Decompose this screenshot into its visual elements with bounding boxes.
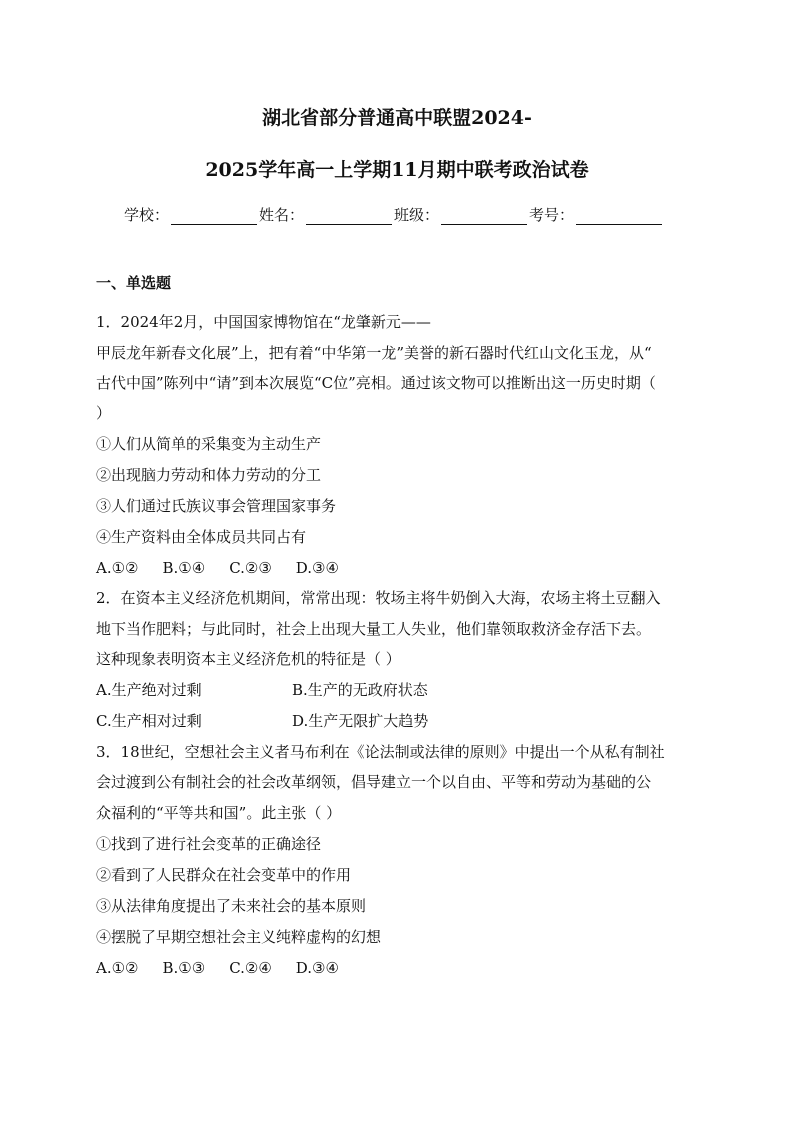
q1-option-a: A.①② xyxy=(96,559,139,577)
class-label: 班级： xyxy=(394,206,440,224)
q1-statement-3: ③人们通过氏族议事会管理国家事务 xyxy=(96,497,337,515)
number-blank xyxy=(576,210,662,225)
q1-stem-line2: 甲辰龙年新春文化展”上，把有着“中华第一龙”美誉的新石器时代红山文化玉龙，从“ xyxy=(96,344,652,362)
q1-statement-4: ④生产资料由全体成员共同占有 xyxy=(96,528,307,546)
q2-stem-line3: 这种现象表明资本主义经济危机的特征是（ ） xyxy=(96,650,401,668)
q3-options xyxy=(96,958,363,978)
q3-stem-line2: 会过渡到公有制社会的社会改革纲领，倡导建立一个以自由、平等和劳动为基础的公 xyxy=(96,773,652,791)
q2-stem-line1: 2．在资本主义经济危机期间，常常出现：牧场主将牛奶倒入大海，农场主将土豆翻入 xyxy=(96,589,661,607)
q3-statement-3: ③从法律角度提出了未来社会的基本原则 xyxy=(96,897,367,915)
q2-options-row1 xyxy=(96,680,428,700)
exam-title-line2: 2025学年高一上学期11月期中联考政治试卷 xyxy=(205,159,589,181)
q2-option-b: B.生产的无政府状态 xyxy=(292,681,428,699)
q2-option-a: A.生产绝对过剩 xyxy=(96,681,202,699)
section-title: 一、单选题 xyxy=(96,274,172,292)
q3-stem-line1: 3．18世纪，空想社会主义者马布利在《论法制或法律的原则》中提出一个从私有制社 xyxy=(96,743,665,761)
q2-options-row2 xyxy=(96,711,428,731)
name-label: 姓名： xyxy=(259,206,305,224)
q1-option-b: B.①④ xyxy=(162,559,206,577)
q3-option-b: B.①③ xyxy=(162,959,206,977)
q3-option-a: A.①② xyxy=(96,959,139,977)
number-label: 考号： xyxy=(529,206,575,224)
q3-option-c: C.②④ xyxy=(229,959,272,977)
q1-stem-line4: ） xyxy=(96,404,112,422)
exam-title-line1: 湖北省部分普通高中联盟2024- xyxy=(262,107,532,129)
school-label: 学校： xyxy=(124,206,170,224)
q3-option-d: D.③④ xyxy=(295,959,339,977)
class-blank xyxy=(441,210,527,225)
q1-statement-1: ①人们从简单的采集变为主动生产 xyxy=(96,435,322,453)
q1-statement-2: ②出现脑力劳动和体力劳动的分工 xyxy=(96,466,322,484)
q2-stem-line2: 地下当作肥料；与此同时，社会上出现大量工人失业，他们靠领取救济金存活下去。 xyxy=(96,620,652,638)
q1-stem-line3: 古代中国”陈列中“请”到本次展览“C位”亮相。通过该文物可以推断出这一历史时期（ xyxy=(96,374,656,392)
q3-stem-line3: 众福利的“平等共和国”。此主张（ ） xyxy=(96,804,342,822)
q1-option-c: C.②③ xyxy=(229,559,272,577)
q1-option-d: D.③④ xyxy=(295,559,339,577)
q3-statement-1: ①找到了进行社会变革的正确途径 xyxy=(96,835,322,853)
q1-stem-line1: 1．2024年2月，中国国家博物馆在“龙肇新元—— xyxy=(96,313,431,331)
q2-option-d: D.生产无限扩大趋势 xyxy=(292,712,429,730)
q1-options xyxy=(96,558,363,578)
student-info-line xyxy=(124,204,664,225)
q2-option-c: C.生产相对过剩 xyxy=(96,712,202,730)
school-blank xyxy=(171,210,257,225)
name-blank xyxy=(306,210,392,225)
q3-statement-4: ④摆脱了早期空想社会主义纯粹虚构的幻想 xyxy=(96,928,382,946)
q3-statement-2: ②看到了人民群众在社会变革中的作用 xyxy=(96,866,352,884)
